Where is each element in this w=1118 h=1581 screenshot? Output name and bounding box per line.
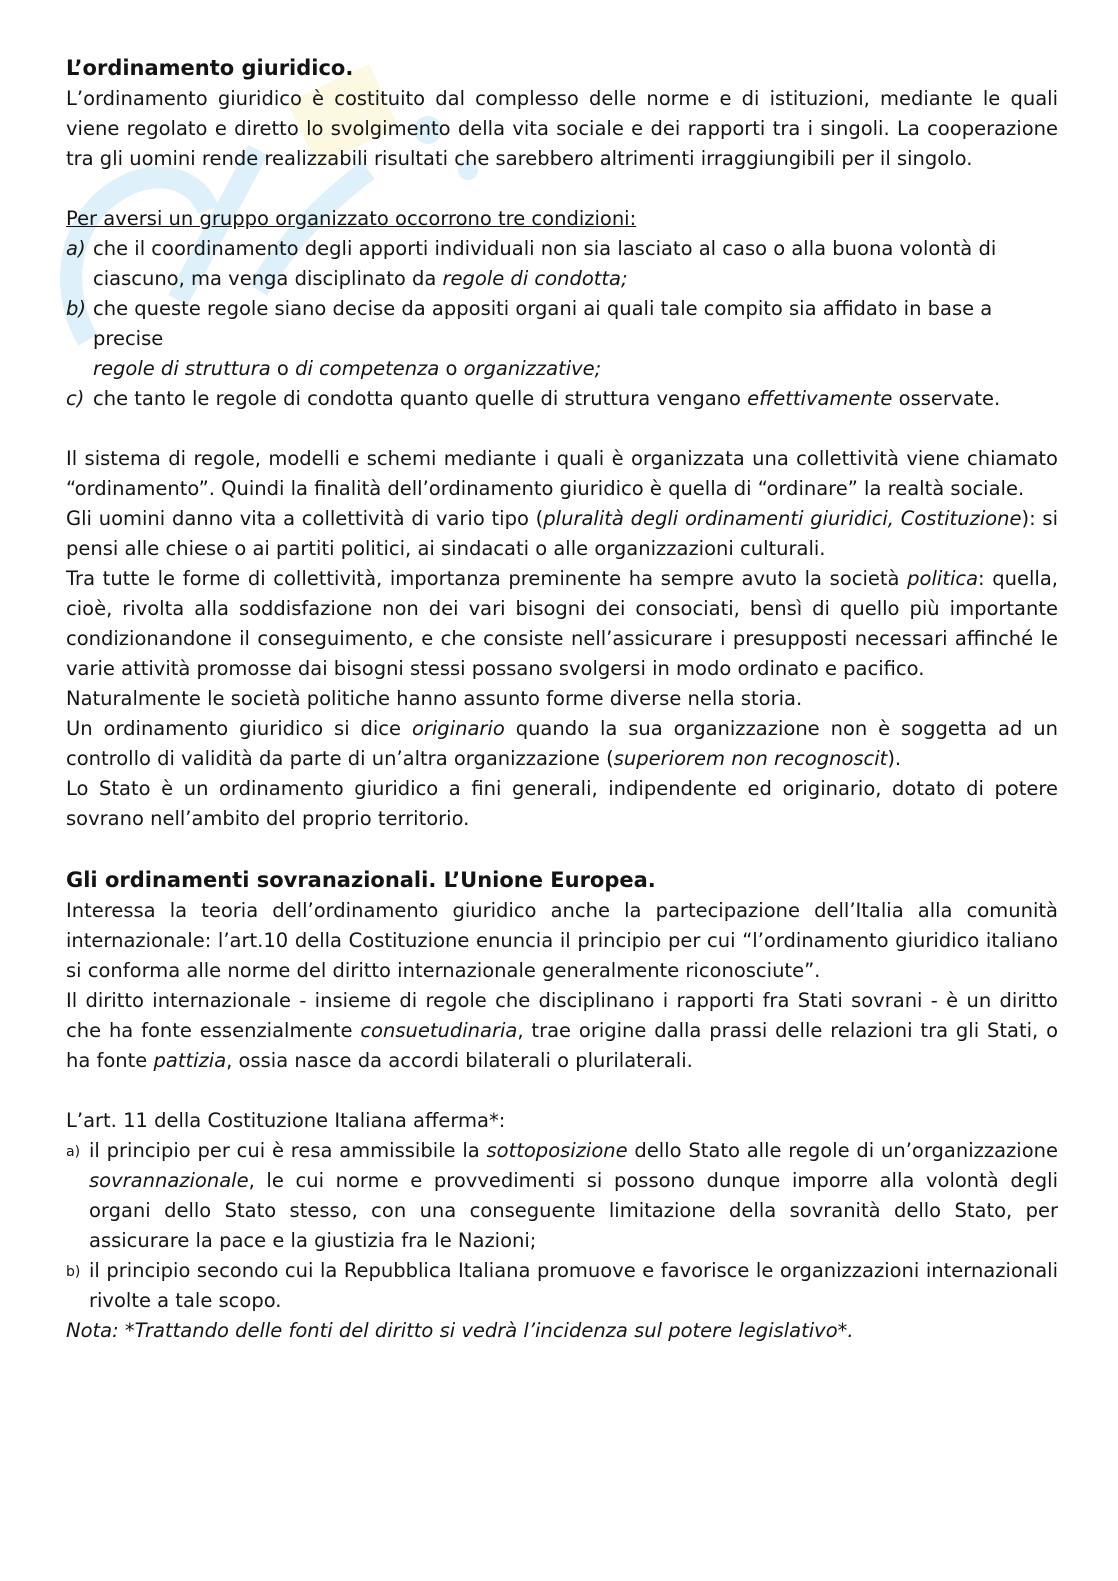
conditions-heading: Per aversi un gruppo organizzato occorrono tre condizioni: [66,207,637,230]
section-title-ordinamento: L’ordinamento giuridico. [66,56,354,80]
paragraph-tra: Tra tutte le forme di collettività, importanza preminente ha sempre avuto la società politica: quella, cioè, rivolta alla soddisfazione non dei vari bisogni dei consociati, bensì di quello più importante condizionandone il conseguimento, e che consiste nell’assicurare i presupposti necessari affinché le varie attività promosse dai bisogni stessi possano svolgersi in modo ordinato e pacifico. [66,567,1058,680]
paragraph-naturalmente: Naturalmente le società politiche hanno assunto forme diverse nella storia. [66,687,803,710]
art11-item-a: a) il principio per cui è resa ammissibile la sottoposizione dello Stato alle regole di un’organizzazione sovrannazionale, le cui norme e provvedimenti si possono dunque imporre alla volontà degli organi dello Stato stesso, con una conseguente limitazione della sovranità dello Stato, per assicurare la pace e la giustizia fra le Nazioni; [66,1139,1058,1252]
paragraph-intro: L’ordinamento giuridico è costituito dal complesso delle norme e di istituzioni, mediante le quali viene regolato e diretto lo svolgimento della vita sociale e dei rapporti tra i singoli. La cooperazione tra gli uomini rende realizzabili risultati che sarebbero altrimenti irraggiungibili per il singolo. [66,87,1058,170]
list-marker: a) [66,237,86,260]
condition-b: b) che queste regole siano decise da appositi organi ai quali tale compito sia affidato in base a precise regole di struttura o di competenza o organizzative; [66,294,1058,384]
condition-c: c) che tanto le regole di condotta quanto quelle di struttura vengano effettivamente osservate. [66,384,1058,414]
paragraph-originario: Un ordinamento giuridico si dice originario quando la sua organizzazione non è soggetta ad un controllo di validità da parte di un’altra organizzazione (superiorem non recognoscit). [66,717,1058,770]
paragraph-stato: Lo Stato è un ordinamento giuridico a fini generali, indipendente ed originario, dotato di potere sovrano nell’ambito del proprio territorio. [66,777,1058,830]
list-marker: c) [66,387,85,410]
document-page [66,52,1058,1346]
paragraph-uomini: Gli uomini danno vita a collettività di vario tipo (pluralità degli ordinamenti giuridici, Costituzione): si pensi alle chiese o ai partiti politici, ai sindacati o alle organizzazioni culturali. [66,507,1059,560]
paragraph-sistema: Il sistema di regole, modelli e schemi mediante i quali è organizzata una collettività viene chiamato “ordinamento”. Quindi la finalità dell’ordinamento giuridico è quella di “ordinare” la realtà sociale. [66,447,1058,500]
art11-item-b: b) il principio secondo cui la Repubblica Italiana promuove e favorisce le organizzazioni internazionali rivolte a tale scopo. [66,1259,1058,1312]
list-marker: a) [66,1144,81,1160]
list-marker: b) [66,297,86,320]
section-title-sovranazionali: Gli ordinamenti sovranazionali. L’Unione Europea. [66,868,656,892]
note: Nota: *Trattando delle fonti del diritto si vedrà l’incidenza sul potere legislativo*. [66,1319,854,1342]
paragraph-diritto: Il diritto internazionale - insieme di regole che disciplinano i rapporti fra Stati sovrani - è un diritto che ha fonte essenzialmente consuetudinaria, trae origine dalla prassi delle relazioni tra gli Stati, o ha fonte pattizia, ossia nasce da accordi bilaterali o plurilaterali. [66,989,1059,1072]
art11-heading: L’art. 11 della Costituzione Italiana afferma*: [66,1109,506,1132]
paragraph-interessa: Interessa la teoria dell’ordinamento giuridico anche la partecipazione dell’Italia alla comunità internazionale: l’art.10 della Costituzione enuncia il principio per cui “l’ordinamento giuridico italiano si conforma alle norme del diritto internazionale generalmente riconosciute”. [66,899,1058,982]
condition-a: a) che il coordinamento degli apporti individuali non sia lasciato al caso o alla buona volontà di ciascuno, ma venga disciplinato da regole di condotta; [66,234,1058,294]
list-marker: b) [66,1264,81,1280]
